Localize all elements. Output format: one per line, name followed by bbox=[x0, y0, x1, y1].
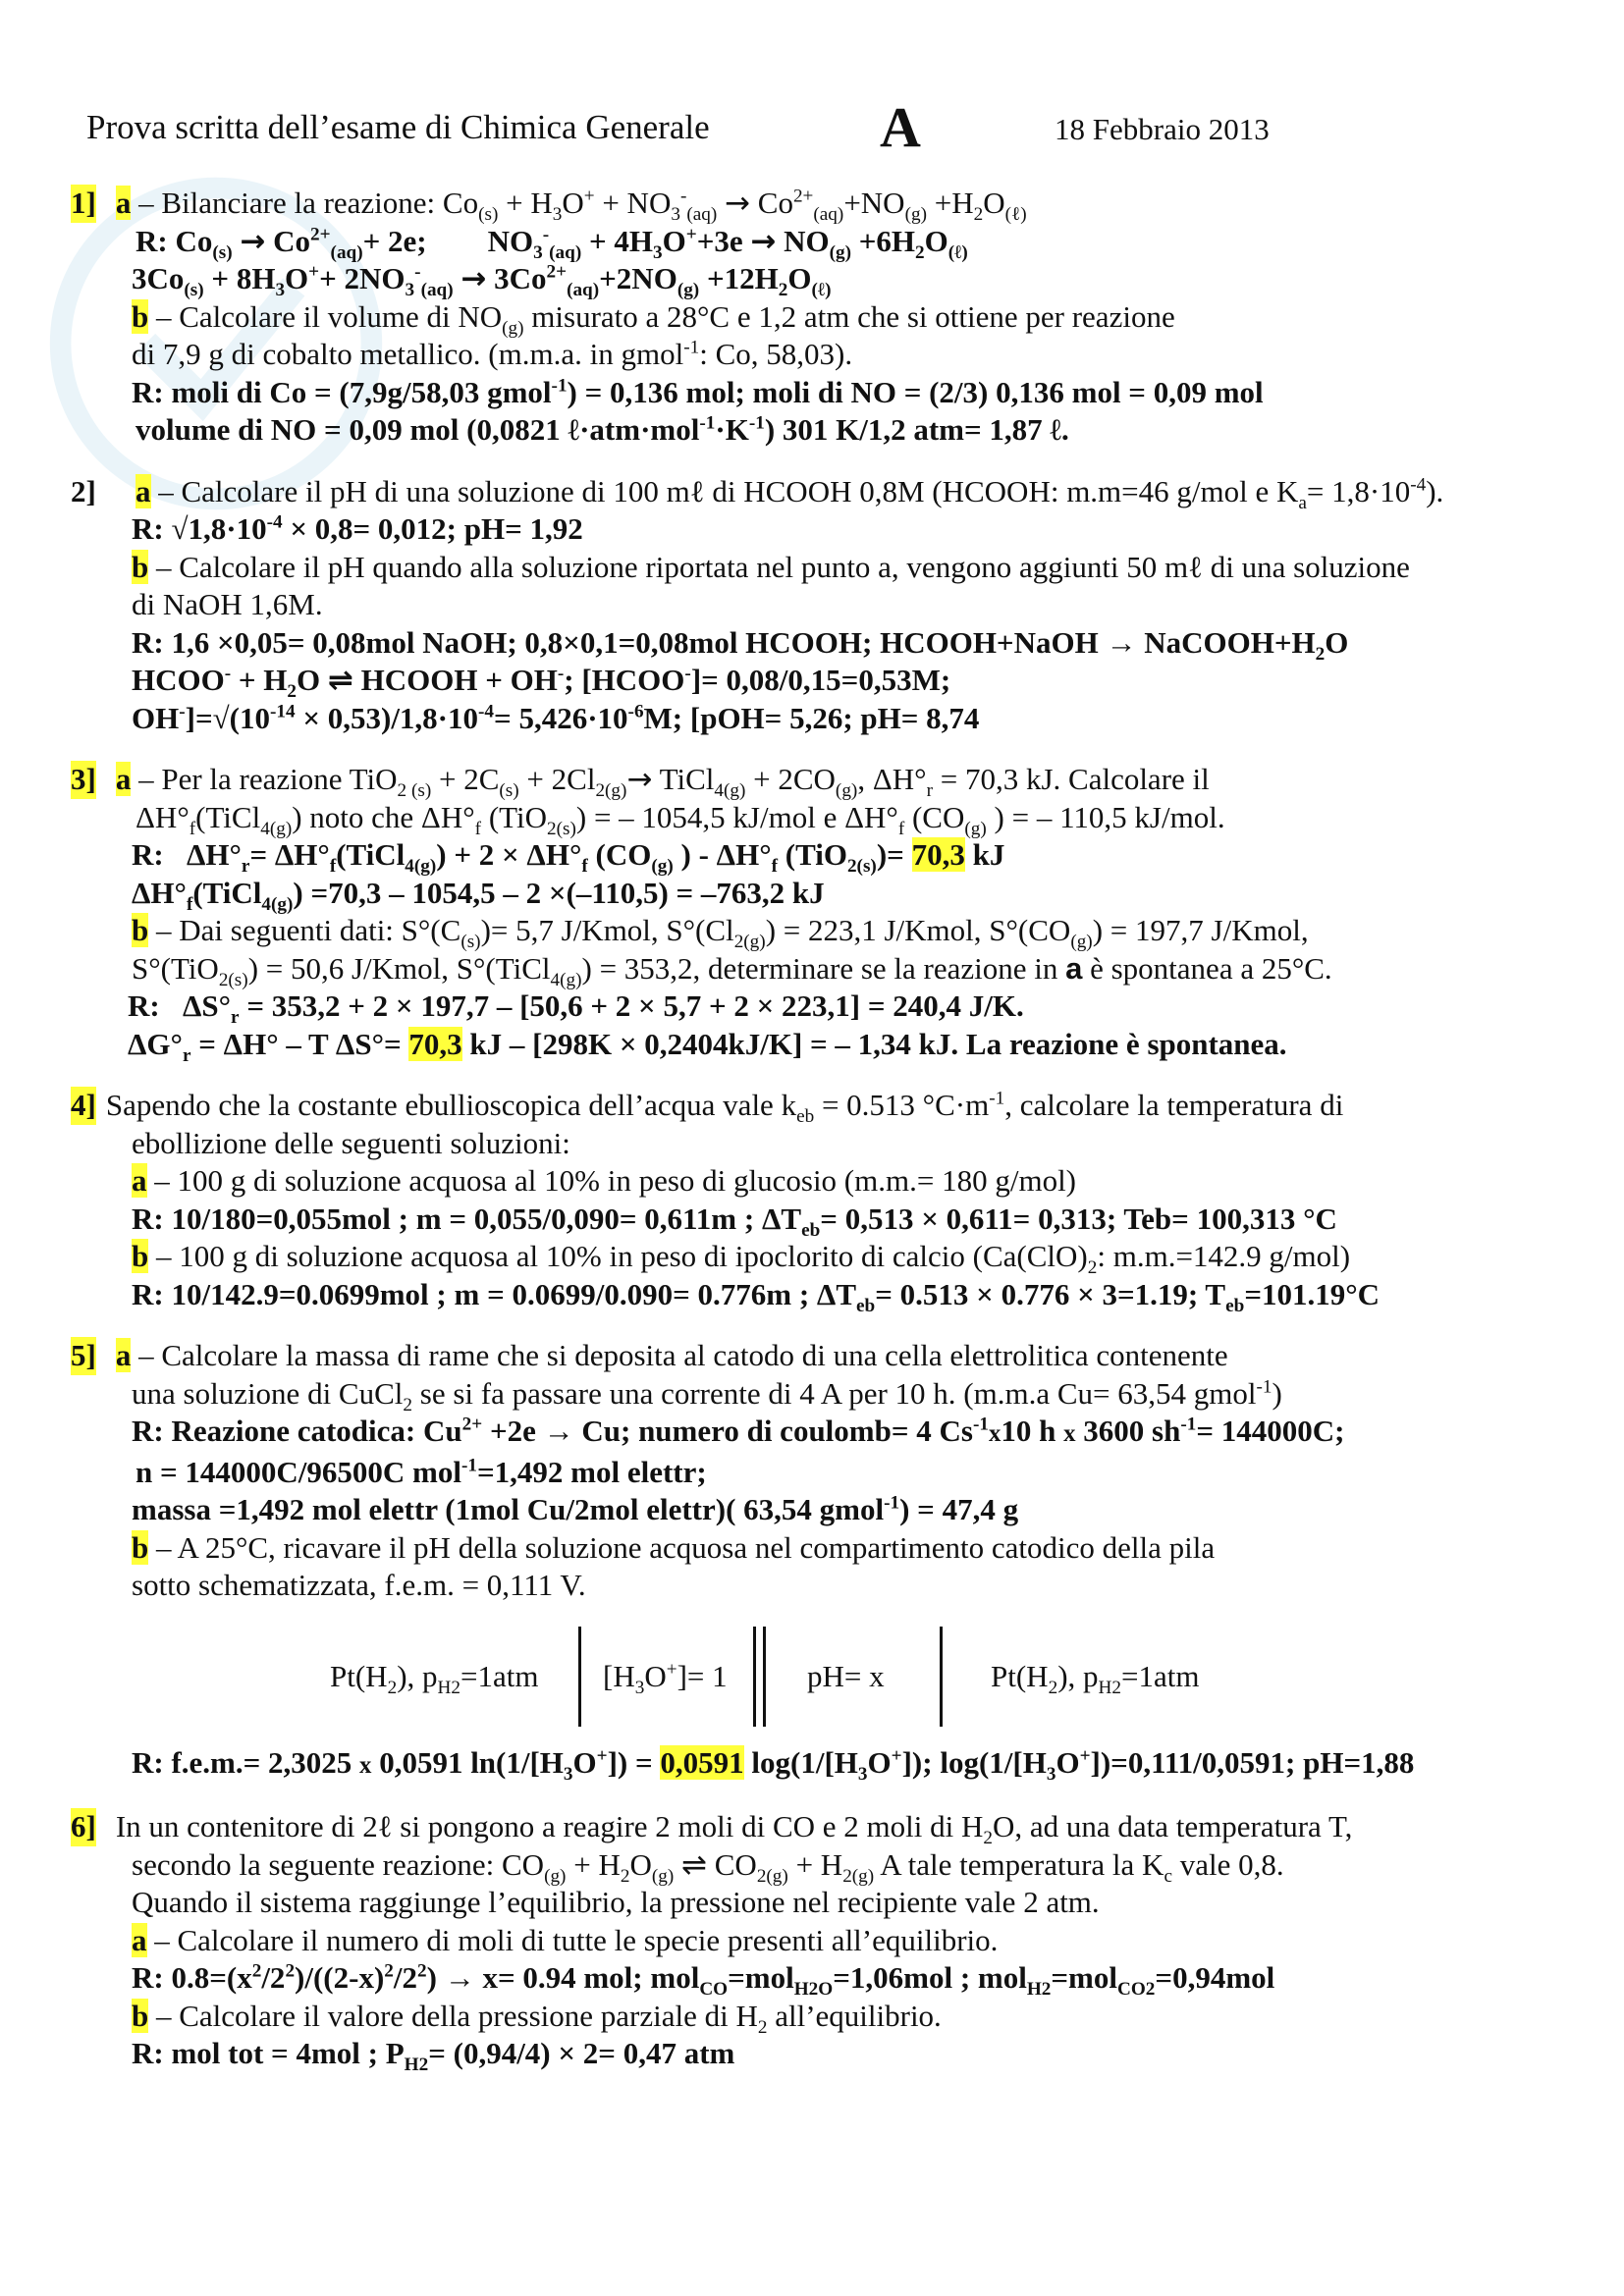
question-4 bbox=[71, 1087, 1563, 1316]
q4-b-text: b – 100 g di soluzione acquosa al 10% in peso di ipoclorito di calcio ($Ca(ClO)_2$: m.m.=142.9 g/mol) bbox=[132, 1239, 1351, 1279]
q5-a-text-2: una soluzione di CuCl$_2$ se si fa passare una corrente di 4 A per 10 h. (m.m.a Cu= 63,54 gmol$^{-1}$) bbox=[132, 1375, 1282, 1415]
question-3 bbox=[71, 761, 1563, 1066]
q4-text-2: ebollizione delle seguenti soluzioni: bbox=[132, 1125, 570, 1160]
q3-b-answer-2: $\Delta G^\circ_r = \Delta H^\circ - T$ ΔS°= 70,3 kJ – [298K × 0,2404kJ/K] = – 1,34 kJ. La reazione è spontanea. bbox=[128, 1026, 1287, 1066]
subquestion-label: b bbox=[132, 1998, 149, 2033]
q6-text-3: Quando il sistema raggiunge l’equilibrio, la pressione nel recipiente vale 2 atm. bbox=[132, 1885, 1100, 1919]
q6-a-text: a – Calcolare il numero di moli di tutte le specie presenti all’equilibrio. bbox=[132, 1922, 999, 1957]
cell-cathode-solution: pH= x bbox=[807, 1658, 885, 1693]
subquestion-label: a bbox=[135, 473, 151, 508]
q3-a-answer-2: $\Delta H^\circ_f(TiCl_{4(g)}) =70,3 - 1054,5 - 2 \times(-110,5) = -763,2$ kJ bbox=[132, 875, 825, 915]
question-2 bbox=[71, 473, 1563, 738]
q1-a-answer-2: $3Co_{(s)} + 8H_3O^++ 2NO_3^-_{(aq)} \to 3Co^{2+}_{(aq)}+2NO_{(g)} +12H_2O_{(\ell)}$ bbox=[132, 261, 832, 301]
q5-b-text: b – A 25°C, ricavare il pH della soluzione acquosa nel compartimento catodico della pila bbox=[132, 1529, 1216, 1565]
q4-b-answer: R: 10/142.9=0.0699mol ; m = 0.0699/0.090= 0.776m ; $\Delta T_{eb}= 0.513 \times 0.776 \times 3=1.19$; $T_{eb}=101.19^\circ C$ bbox=[132, 1276, 1380, 1316]
question-number: 4] bbox=[71, 1087, 96, 1125]
subquestion-label: b bbox=[132, 1529, 149, 1565]
q1-a-answer-1: R: $Co_{(s)} \to Co^{2+}_{(aq)}+ 2e$; $NO_3^-_{(aq)} + 4H_3O^++3e \to NO_{(g)} +6H_2O_{(\ell)}$ bbox=[135, 223, 968, 263]
question-5 bbox=[71, 1337, 1563, 1785]
cell-cathode: $Pt(H_2)$, $p_{H2}=1atm$ bbox=[991, 1658, 1200, 1698]
q4-text: 4] Sapendo che la costante ebullioscopica dell’acqua vale $k_{eb} = 0.513$ $^\circ C\cdot m^{-1}$, calcolare la temperatura di bbox=[71, 1088, 1344, 1128]
q1-b-text-2: di 7,9 g di cobalto metallico. (m.m.a. in gmol$^{-1}$: Co, 58,03). bbox=[132, 337, 853, 371]
q5-a-answer-3: massa =1,492 mol elettr (1mol Cu/2mol elettr)( 63,54 gmol$^{-1}$) = 47,4 g bbox=[132, 1492, 1019, 1526]
q5-b-text-2: sotto schematizzata, f.e.m. = 0,111 V. bbox=[132, 1568, 586, 1602]
question-number: 3] bbox=[71, 761, 96, 799]
q3-a-text-2: $\Delta H^\circ_f(TiCl_{4(g)})$ noto che $\Delta H^\circ_f$ (TiO$_{2(s)}$) = – 1054,5 kJ/mol e $\Delta H^\circ_f$ ($CO_{(g)}$ ) = – 110,5 kJ/mol. bbox=[135, 799, 1225, 839]
q3-b-text: b – Dai seguenti dati: $S^\circ(C_{(s)})= 5,7$ J/Kmol, $S^\circ(Cl_{2(g)}) = 223,1$ J/Kmol, $S^\circ(CO_{(g)}) = 197,7$ J/Kmol, bbox=[132, 913, 1309, 953]
q4-a-text: a – 100 g di soluzione acquosa al 10% in peso di glucosio (m.m.= 180 g/mol) bbox=[132, 1163, 1076, 1198]
q2-a-text: 2] a – Calcolare il pH di una soluzione di 100 mℓ di HCOOH 0,8M (HCOOH: m.m=46 g/mol e $K_a= 1,8\cdot 10^{-4}$). bbox=[71, 473, 1444, 513]
highlighted-value: 70,3 bbox=[408, 1026, 462, 1061]
cell-anode-solution: $[H_3O^+]= 1$ bbox=[603, 1658, 728, 1698]
question-number: 2] bbox=[71, 473, 96, 508]
phase-boundary bbox=[578, 1627, 581, 1727]
q5-a-text: 5] a – Calcolare la massa di rame che si deposita al catodo di una cella elettrolitica contenente bbox=[71, 1337, 1563, 1375]
q2-a-answer: R: $√1,8\cdot 10^{-4} \times 0,8= 0,012$; pH= 1,92 bbox=[132, 511, 583, 546]
salt-bridge-2 bbox=[763, 1627, 766, 1727]
highlighted-value: 0,0591 bbox=[660, 1744, 744, 1780]
q2-b-answer-1: R: 1,6 ×0,05= 0,08mol NaOH; 0,8×0,1=0,08mol HCOOH; HCOOH+NaOH → $NaCOOH+H_2O$ bbox=[132, 624, 1349, 665]
subquestion-label: a bbox=[115, 762, 132, 796]
subquestion-label: a bbox=[132, 1922, 147, 1957]
q3-b-text-2: S°(TiO$_{2(s)}$) = 50,6 J/Kmol, S°(TiCl$_{4(g)}$) = 353,2, determinare se la reazione in a è spontanea a 25°C. bbox=[132, 950, 1332, 990]
subquestion-label: a bbox=[115, 1338, 132, 1372]
q2-b-answer-3: $OH^-]=√(10^{-14} \times 0,53)/1,8\cdot 10^{-4}= 5,426\cdot 10^{-6}M$; [pOH= 5,26; pH= 8,74 bbox=[132, 700, 980, 735]
q6-b-answer: R: mol tot = 4mol ; $P_{H2}= (0,94/4) \times 2= 0,47$ atm bbox=[132, 2036, 735, 2076]
subquestion-label: b bbox=[132, 298, 149, 334]
page-header bbox=[86, 95, 1461, 161]
cell-anode: $Pt(H_2)$, $p_{H2}=1atm$ bbox=[330, 1658, 539, 1698]
q2-b-text: b – Calcolare il pH quando alla soluzione riportata nel punto a, vengono aggiunti 50 mℓ di una soluzione bbox=[132, 549, 1410, 584]
question-1 bbox=[71, 185, 1563, 450]
q1-b-answer-2: volume di NO = 0,09 mol (0,0821 $\ell\cdot atm\cdot mol^{-1}\cdot K^{-1}$) 301 K/1,2 atm= 1,87 ℓ. bbox=[135, 412, 1069, 447]
salt-bridge bbox=[753, 1627, 756, 1727]
q6-b-text: b – Calcolare il valore della pressione parziale di $H_2$ all’equilibrio. bbox=[132, 1998, 942, 2038]
q2-b-answer-2: HCOO- + $H_2O$ ⇌ HCOOH + OH-; [HCOO-]= 0,08/0,15=0,53M; bbox=[132, 663, 951, 703]
cell-diagram bbox=[71, 1619, 1563, 1736]
q1-b-answer-1: R: moli di Co = (7,9g/58,03 gmol$^{-1}$) = 0,136 mol; moli di NO = (2/3) 0,136 mol = 0,09 mol bbox=[132, 374, 1264, 409]
exam-version-letter: A bbox=[880, 95, 921, 159]
subquestion-label: b bbox=[132, 1239, 149, 1273]
exam-content bbox=[71, 185, 1563, 2097]
phase-boundary-2 bbox=[940, 1627, 943, 1727]
q6-text: 6] In un contenitore di 2ℓ si pongono a reagire 2 moli di CO e 2 moli di $H_2O$, ad una data temperatura T, bbox=[71, 1809, 1353, 1849]
subquestion-label: a bbox=[132, 1163, 147, 1198]
q3-b-answer-1: R: $\Delta S^\circ_r = 353,2 + 2 \times 197,7 - [50,6 + 2 \times 5,7 + 2 \times 223,1] = 240,4$ J/K. bbox=[128, 988, 1024, 1029]
q3-a-text: 3] a – Per la reazione $TiO_{2 (s)} + 2C_{(s)} + 2Cl_{2(g)}\to$ TiCl$_{4(g)}$ + $2CO_{(g)}$, $\Delta H^\circ_r = 70,3$ kJ. Calcolare il bbox=[71, 762, 1210, 802]
question-number: 6] bbox=[71, 1808, 96, 1846]
q1-a-text: 1] a – Bilanciare la reazione: $Co_{(s)} + H_3O^+ + NO_3^-_{(aq)} \to Co^{2+}_{(aq)}+NO_{(g)} +H_2O_{(\ell)}$ bbox=[71, 186, 1027, 226]
question-6 bbox=[71, 1808, 1563, 2076]
q3-a-answer-1: R: $\Delta H^\circ_r=$ $\Delta H^\circ_f(TiCl_{4(g)}) + 2 \times \Delta H^\circ_f$ ($CO_{(g)}$ ) - $\Delta H^\circ_f$ (TiO$_{2(s)}$)= 70,3 kJ bbox=[132, 837, 1005, 878]
subquestion-label: b bbox=[132, 913, 149, 947]
q2-b-text-2: di NaOH 1,6M. bbox=[132, 587, 323, 621]
q5-a-answer-1: R: Reazione catodica: $Cu^{2+} +2e \to Cu$; numero di coulomb= 4 $Cs^{-1}x10$ h x 3600 $sh^{-1}= 144000C$; bbox=[132, 1414, 1345, 1448]
subquestion-label: b bbox=[132, 549, 149, 584]
question-number: 1] bbox=[71, 185, 96, 223]
q4-a-answer: R: 10/180=0,055mol ; m = 0,055/0,090= 0,611m ; $\Delta T_{eb}= 0,513 \times 0,611= 0,313$; Teb= 100,313 °C bbox=[132, 1201, 1337, 1241]
q5-a-answer-2: n = 144000C/96500C mol$^{-1}$=1,492 mol elettr; bbox=[135, 1454, 707, 1489]
exam-date: 18 Febbraio 2013 bbox=[1055, 112, 1270, 146]
highlighted-value: 70,3 bbox=[911, 837, 965, 872]
subquestion-label: a bbox=[115, 186, 132, 220]
question-number: 5] bbox=[71, 1337, 96, 1375]
q1-b-text: b – Calcolare il volume di $NO_{(g)}$ misurato a 28°C e 1,2 atm che si ottiene per reazione bbox=[132, 298, 1175, 339]
q6-text-2: secondo la seguente reazione: $CO_{(g)} + H_2O_{(g)}$ ⇌ $CO_{2(g)} + H_{2(g)}$ A tale temperatura la $K_c$ vale 0,8. bbox=[132, 1846, 1284, 1887]
exam-title: Prova scritta dell’esame di Chimica Generale bbox=[86, 108, 710, 146]
q6-a-answer: R: $0.8=(x^2/2^2)/((2-x)^2/2^2) \to x= 0.94$ mol; mol$_{CO}$=mol$_{H2O}$=1,06mol ; mol$_{H2}$=mol$_{CO2}$=0,94mol bbox=[132, 1960, 1275, 2001]
q5-b-answer: R: f.e.m.= 2,3025 x 0,0591 $\ln(1/[H_3O^+]) = 0,0591$ $\log(1/[H_3O^+])$; $\log(1/[H_3O^+])=0,111/0,0591$; pH=1,88 bbox=[132, 1744, 1415, 1785]
